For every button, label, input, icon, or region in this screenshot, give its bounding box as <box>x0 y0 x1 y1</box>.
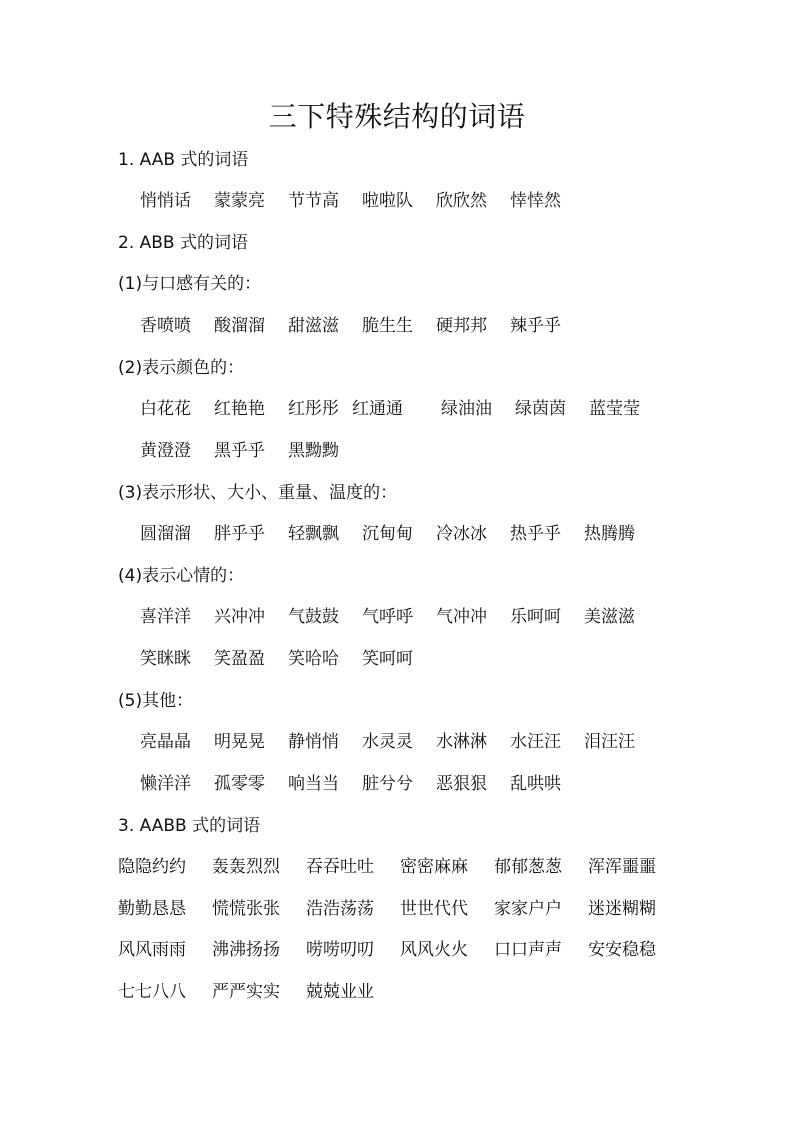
word-row <box>140 729 635 755</box>
section-heading: 3. AABB 式的词语 <box>118 816 261 836</box>
word-row <box>140 771 561 797</box>
word: 笑呵呵 <box>362 649 413 669</box>
word: 水汪汪 <box>510 732 561 752</box>
word: 乐呵呵 <box>510 607 561 627</box>
word: 红艳艳 <box>214 399 265 419</box>
word: 安安稳稳 <box>588 940 656 960</box>
section-heading: 1. AAB 式的词语 <box>118 150 249 170</box>
word: 水淋淋 <box>436 732 487 752</box>
word: 蓝莹莹 <box>589 399 640 419</box>
word-row <box>118 979 374 1005</box>
word: 乱哄哄 <box>510 774 561 794</box>
word: 圆溜溜 <box>140 524 191 544</box>
word: 硬邦邦 <box>436 316 487 336</box>
word: 亮晶晶 <box>140 732 191 752</box>
word: 水灵灵 <box>362 732 413 752</box>
word: 隐隐约约 <box>118 857 186 877</box>
word: 悄悄话 <box>140 191 191 211</box>
word: 蒙蒙亮 <box>214 191 265 211</box>
word: 黄澄澄 <box>140 441 191 461</box>
word: 绿茵茵 <box>515 399 566 419</box>
word: 节节高 <box>288 191 339 211</box>
word: 喜洋洋 <box>140 607 191 627</box>
word-row <box>140 188 561 214</box>
word: 口口声声 <box>494 940 562 960</box>
word: 啦啦队 <box>362 191 413 211</box>
word-row <box>118 937 656 963</box>
word: 红通通 <box>352 399 403 419</box>
word: 唠唠叨叨 <box>306 940 374 960</box>
word: 郁郁葱葱 <box>494 857 562 877</box>
word: 慌慌张张 <box>212 899 280 919</box>
word: 轰轰烈烈 <box>212 857 280 877</box>
word: 七七八八 <box>118 982 186 1002</box>
word: 泪汪汪 <box>584 732 635 752</box>
word: 迷迷糊糊 <box>588 899 656 919</box>
word: 世世代代 <box>400 899 468 919</box>
word-row <box>118 896 656 922</box>
word: 香喷喷 <box>140 316 191 336</box>
word: 家家户户 <box>494 899 562 919</box>
word: 孤零零 <box>214 774 265 794</box>
word: 红彤彤 <box>288 399 339 419</box>
word: 静悄悄 <box>288 732 339 752</box>
word: 脆生生 <box>362 316 413 336</box>
word-row <box>118 854 656 880</box>
word: 黑乎乎 <box>214 441 265 461</box>
word: 胖乎乎 <box>214 524 265 544</box>
word-row <box>140 313 561 339</box>
word: 辣乎乎 <box>510 316 561 336</box>
word: 酸溜溜 <box>214 316 265 336</box>
word: 气呼呼 <box>362 607 413 627</box>
subsection-label: (1)与口感有关的： <box>118 274 262 294</box>
word: 风风雨雨 <box>118 940 186 960</box>
word: 热腾腾 <box>584 524 635 544</box>
word: 欣欣然 <box>436 191 487 211</box>
word: 悻悻然 <box>510 191 561 211</box>
subsection-label: (4)表示心情的： <box>118 566 245 586</box>
word: 热乎乎 <box>510 524 561 544</box>
word: 沸沸扬扬 <box>212 940 280 960</box>
word: 恶狠狠 <box>436 774 487 794</box>
word: 兢兢业业 <box>306 982 374 1002</box>
word-row <box>140 438 339 464</box>
word: 严严实实 <box>212 982 280 1002</box>
word: 响当当 <box>288 774 339 794</box>
word: 勤勤恳恳 <box>118 899 186 919</box>
word: 明晃晃 <box>214 732 265 752</box>
word: 黑黝黝 <box>288 441 339 461</box>
word: 沉甸甸 <box>362 524 413 544</box>
subsection-label: (5)其他： <box>118 691 194 711</box>
word: 绿油油 <box>441 399 492 419</box>
word: 风风火火 <box>400 940 468 960</box>
word: 美滋滋 <box>584 607 635 627</box>
word-row <box>140 646 413 672</box>
subsection-label: (2)表示颜色的： <box>118 358 245 378</box>
word-row <box>140 396 640 422</box>
word-row <box>140 604 635 630</box>
word: 冷冰冰 <box>436 524 487 544</box>
word: 浑浑噩噩 <box>588 857 656 877</box>
word: 笑盈盈 <box>214 649 265 669</box>
word: 甜滋滋 <box>288 316 339 336</box>
word: 气鼓鼓 <box>288 607 339 627</box>
word: 兴冲冲 <box>214 607 265 627</box>
word: 笑哈哈 <box>288 649 339 669</box>
word: 浩浩荡荡 <box>306 899 374 919</box>
word: 轻飘飘 <box>288 524 339 544</box>
word: 笑眯眯 <box>140 649 191 669</box>
word: 懒洋洋 <box>140 774 191 794</box>
word: 白花花 <box>140 399 191 419</box>
subsection-label: (3)表示形状、大小、重量、温度的： <box>118 483 398 503</box>
word: 密密麻麻 <box>400 857 468 877</box>
word-row <box>140 521 635 547</box>
section-heading: 2. ABB 式的词语 <box>118 233 248 253</box>
page-title: 三下特殊结构的词语 <box>268 100 526 133</box>
word: 吞吞吐吐 <box>306 857 374 877</box>
word: 气冲冲 <box>436 607 487 627</box>
word: 脏兮兮 <box>362 774 413 794</box>
